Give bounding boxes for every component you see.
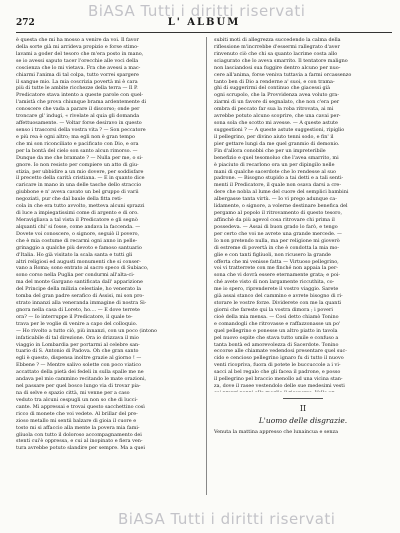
watermark-top: BiASA Tutti i diritti riservati [88,2,306,20]
text-line: Fin d'allora conobbi che per un impreteribile [214,147,326,154]
text-line: l'amistà che prova chiunque brama ardentemente di [16,99,147,106]
text-line: glie e con tanti figliuoli, non ricusero la grande [214,251,331,258]
section-title: L'uomo delle disgrazie. [258,416,348,425]
section-number: II [299,404,307,413]
text-line: conoscere che vada a parare il discorso; onde per [16,106,140,113]
text-line: per la bontà del cielo son santo alcun rimorso. — [16,147,138,154]
text-line: egli è questo, dispensa inoltre grazie al giorno ! — [16,355,142,362]
left-text-column [16,37,194,495]
text-line: viaggio in Lombardia per portarmi al celebre san- [16,341,140,348]
text-line: chiarmi l'anima di tal colpa, tutto vorrei spargere [16,71,139,78]
text-line: dere che nobla al lume del cuore del semplici bambini [214,189,349,196]
text-line: eccorse alle chiamate vedendosi presentare quel suc- [214,348,347,355]
text-line: cioè della mia mensa. — Così detto chiamò Tonino [214,313,339,320]
text-line: tosto mi si affaccio alla mente la povera mia fami- [16,424,140,431]
text-line: strato innanzi alla veneranda immagine di nostra Si- [16,300,147,307]
text-line: avrebbe potuto alcuno scoprire, che una cavai per- [214,113,341,120]
text-line: alquanti chi' si fosse, come andava la faccenda. — [16,223,141,230]
section-rule [283,398,323,399]
text-line: troncare gl' indugi, « rivelate al quia gli domanda [16,113,140,120]
text-line: Dovete voi conoscere, o signore, seguiò il povero, [16,230,140,237]
text-line: d'Italia. Ho già visitato la scala santa e tutti gli [16,251,133,258]
text-line: giorni che fareste qui la vostra dimora ; i poveri [214,306,333,313]
text-line: il pellegrino pel braccio menollo ad una vicina stan- [214,376,343,383]
text-line: ghi di suggerirmi del continuo che giacessi già [214,85,331,92]
text-line: possedeva. — Assai di buon grado lo farò, e tengo [214,223,338,230]
text-line: lidamente, o signore, a volerne destinare benefica del [214,203,348,210]
text-line: ricco di monete che voi vedete. Al brillar del pre- [16,410,138,417]
text-line: gnora nella casa di Loreto, ho.... — E dove terrete [16,306,140,313]
text-line [214,390,392,392]
page-number: 272 [16,18,35,28]
text-line: ora? — Io interruppe il Predicatore, il quale te- [16,313,133,320]
text-line: il sangue mio. La mia coscrizia povertà mi è cara [16,78,138,85]
text-line: za, dove il rasee vestendolo delle sue medesimi vesti [214,383,345,390]
text-line: cante. Mi appressai e trovai questo sacchettino così [16,403,145,410]
text-line: pergamo al popolo il ritrovamento di questo tesoro, [214,210,342,217]
text-line: Meravigliava a tal vista il Predicatore e gli segnò [16,216,138,223]
text-line: della sorte già mi arrideva propizio e forse stimo- [16,43,139,50]
text-line: trava per le voglie di venire a capo del colloquio. [16,320,138,327]
text-line: subiti moti di allegrezza succedendo la calma della [214,37,341,43]
text-line: na di selve e spazio città, mi venne per a caso [16,390,130,397]
text-line: padrone. — Bisogno stupido a tai detti e a tali senti- [214,175,344,182]
text-line: sciagurato che lo aveva smarrito. Il tentatore maligno [214,57,348,64]
text-line: tanto ben di Dio a renderne a' suoi, e con trama- [214,78,335,85]
text-line: veduto tra alcuni cespugli un non so che di lucci- [16,396,138,403]
text-line: suggestioni ? — A queste astute suggestioni, ripiglio [214,126,345,133]
text-line: coscienza che lo mi vietava. Fra che avessi a mac- [16,64,141,71]
journal-title: L' ALBUM [167,17,241,28]
column-divider [206,37,207,495]
text-line: ombra di peccato far sua la roba ritrovata, ai mi [214,106,334,113]
text-line: me io spero, riprenderete il vostro viaggio. Sarete [214,286,339,293]
text-line: del Principe della milizia celestiale, ho venerato la [16,286,142,293]
text-line: pel nuovo ospite che stava tutto umile e confuso a [214,334,339,341]
text-line: albergasse tanta virtù. — Io vi prego adunque ca- [214,196,337,203]
text-line: sono corso nella Puglia per condurmi all'alta-ci- [16,272,135,279]
text-line: che mi son riconciliato e pacificato con Dio, e ora [16,140,139,147]
text-line: — Ho rivolto a tutto ciò, più innanzi, con un poco (intono [16,327,157,334]
text-line: altri religiosi ed augusti monumenti che si conser- [16,258,141,265]
text-line: gliuola con tutto il doloroso accompagnamento dei [16,431,142,438]
text-line: negoziati, pur che dal baule della fitta reti- [16,196,123,203]
text-line: offerta che mi venisse fatta — Virtuoso pellegrino, [214,258,339,265]
text-line: quel pellegrino e ponesse un altro piatto in tavola [214,327,338,334]
text-line: cere all'anima, forse veniva tuttavia a farmi orcassenzo [214,71,352,78]
text-line: se io avessi saputo tacer l'orecchie alle voci della [16,57,139,64]
text-line: nel passare per quel bosco lungo via di trovar pia- [16,383,141,390]
text-line: tanta bontà ed amorevolezza di Sacerdote. Tonino [214,341,339,348]
right-text-column [214,37,392,392]
text-line: giubbone e n' aveva cavato un bel gruppo di varii [16,189,139,196]
text-line: accattato della pietà dei fedeli in sulla spalle me ne [16,369,144,376]
text-line: benefizio e quel tesomoluo che l'avea smarrito, mi [214,154,339,161]
text-line: ma del monte Gargano santificata dall' apparizione [16,279,143,286]
text-line: affinchè da più agevol cosa ritrovare chi prima il [214,216,335,223]
text-line: Dunque da me che bramate ? — Nulla per me, o si- [16,154,143,161]
text-line: zioso metallo mi sentii balzare di gioia il cuore e [16,417,137,424]
watermark-bottom: BiASA Tutti i diritti riservati [118,510,336,528]
text-line: di estreme di povertà in che è condotta la mia mo- [214,244,339,251]
text-line: Ebbene ? — Mentre salivo solette con poco viatico [16,362,142,369]
text-line: menti il Predicatore, il quale non osava darsi a cre- [214,182,341,189]
text-line: gnore. Io non resisto per compiere un atto di giu- [16,161,139,168]
text-line: cola in che era tutto avvolto, metteva alcuni sprazzi [16,203,145,210]
text-line: stizia, per ubbidire a un mio dovere, per soddisfare [16,168,144,175]
text-line: senso i trascorsi della vostra vita ? — Son peccatore [16,126,146,133]
text-line: sona sola che scotto mi avesse. — A queste astute [214,120,338,127]
text-line: lavami a goder del tesoro che m'era posto in mano, [16,50,144,57]
text-line: riflessione m'incrrebbe d'essermi rallegrato d'aver [214,43,340,50]
text-line: grinaggio a qualche più devoto e famoso santuario [16,244,142,251]
text-line: stenti cui'è oppressa, e cui al inopinato e fiera ven- [16,438,143,445]
text-line: di luce a impiegatissimi come di argento e di oro. [16,210,139,217]
text-line: tuario di S. Antonio di Padova. Oh che gran santo [16,348,139,355]
text-line: infaticabile di tal direzione. Ora io drizzava il mio [16,334,139,341]
text-line: e più rea è ogni altro; ma egli non è gran tempo [16,133,135,140]
text-line: non lasciandosi sua fuggire dentro alcuno per nuo- [214,64,341,71]
text-line: tomba del gran padre serafico di Assisi, mi son pro- [16,293,145,300]
text-line: ziarmi di un favore di segnalato, che non c'era per [214,99,340,106]
text-line: venti ricopriva, fuora di potete le buccuccole a i vi- [214,362,341,369]
page-header [16,18,392,33]
text-line: più di tutte le ambite ricchezze della terra — Il P. [16,85,138,92]
text-line: pier gettare lungi da me quel granmio di demonio. [214,140,340,147]
text-line: andava pel mio cammino recitando le mate orazioni, [16,376,147,383]
text-line: caricare in mano in una delle tasche dello straccio [16,182,142,189]
text-line: mani di qualche sacerdote che lo rendesse al suo [214,168,336,175]
text-line: storare le vostre forze. Dividerete con me la quanti [214,300,341,307]
text-line: tura avrebbe potuto slandire per sempre. Ma a quei [16,445,145,452]
text-line: è questa che mi ha mosso a venire da voi. Il favor [16,37,139,43]
text-line: sona che vi dovrà essere eternamente grata; e poi- [214,272,340,279]
text-line: ché avete visto di non largamente riccuthita, co- [214,279,335,286]
text-line: sacci al bel regalo che gli facea il padrone, e posso [214,369,341,376]
section-body-line: Venuta la mattina appresso che lunaincua e senza [214,429,339,435]
text-line: Predicatore stava intento a queste parole con quel- [16,92,144,99]
text-line: per certo che voi ne avrete una grande mercede. — [214,230,342,237]
text-line: già assai stanco del cammino e avrete bisogno di ri- [214,293,343,300]
text-line: e comandogli che ritrovasse e raffazzonasse un po' [214,320,341,327]
text-line: il pellegrino, per divino aiuto tenni sodo, e fin' il [214,133,334,140]
text-line: Io non pretendo nulla, ma per religione mi gioverò [214,237,340,244]
text-line: che è mia costume di recarmi ogni anno in pelle- [16,237,138,244]
text-line: affettuosamente. — Voltar forse desiravo in questo [16,120,142,127]
text-line: cido e cencioso pellegrino ignaro fu di tutto il nuovo [214,355,344,362]
text-line: rinvenuto ciò che chi sa quanto lacrime costa allo [214,50,338,57]
text-line: voi vi tratterrete con me finché non appaia la per- [214,265,338,272]
text-line: il precetto della carità cristiana. — E in quanto dice [16,175,145,182]
text-line: ogni scrupolo, che la Provvidenza avea voluto gra- [214,92,339,99]
text-line: vano a Roma; sono entrato al sacro speco di Subiaco, [16,265,149,272]
text-line: è piaciuto di recarlono ora un per dipingilo nelle [214,161,335,168]
